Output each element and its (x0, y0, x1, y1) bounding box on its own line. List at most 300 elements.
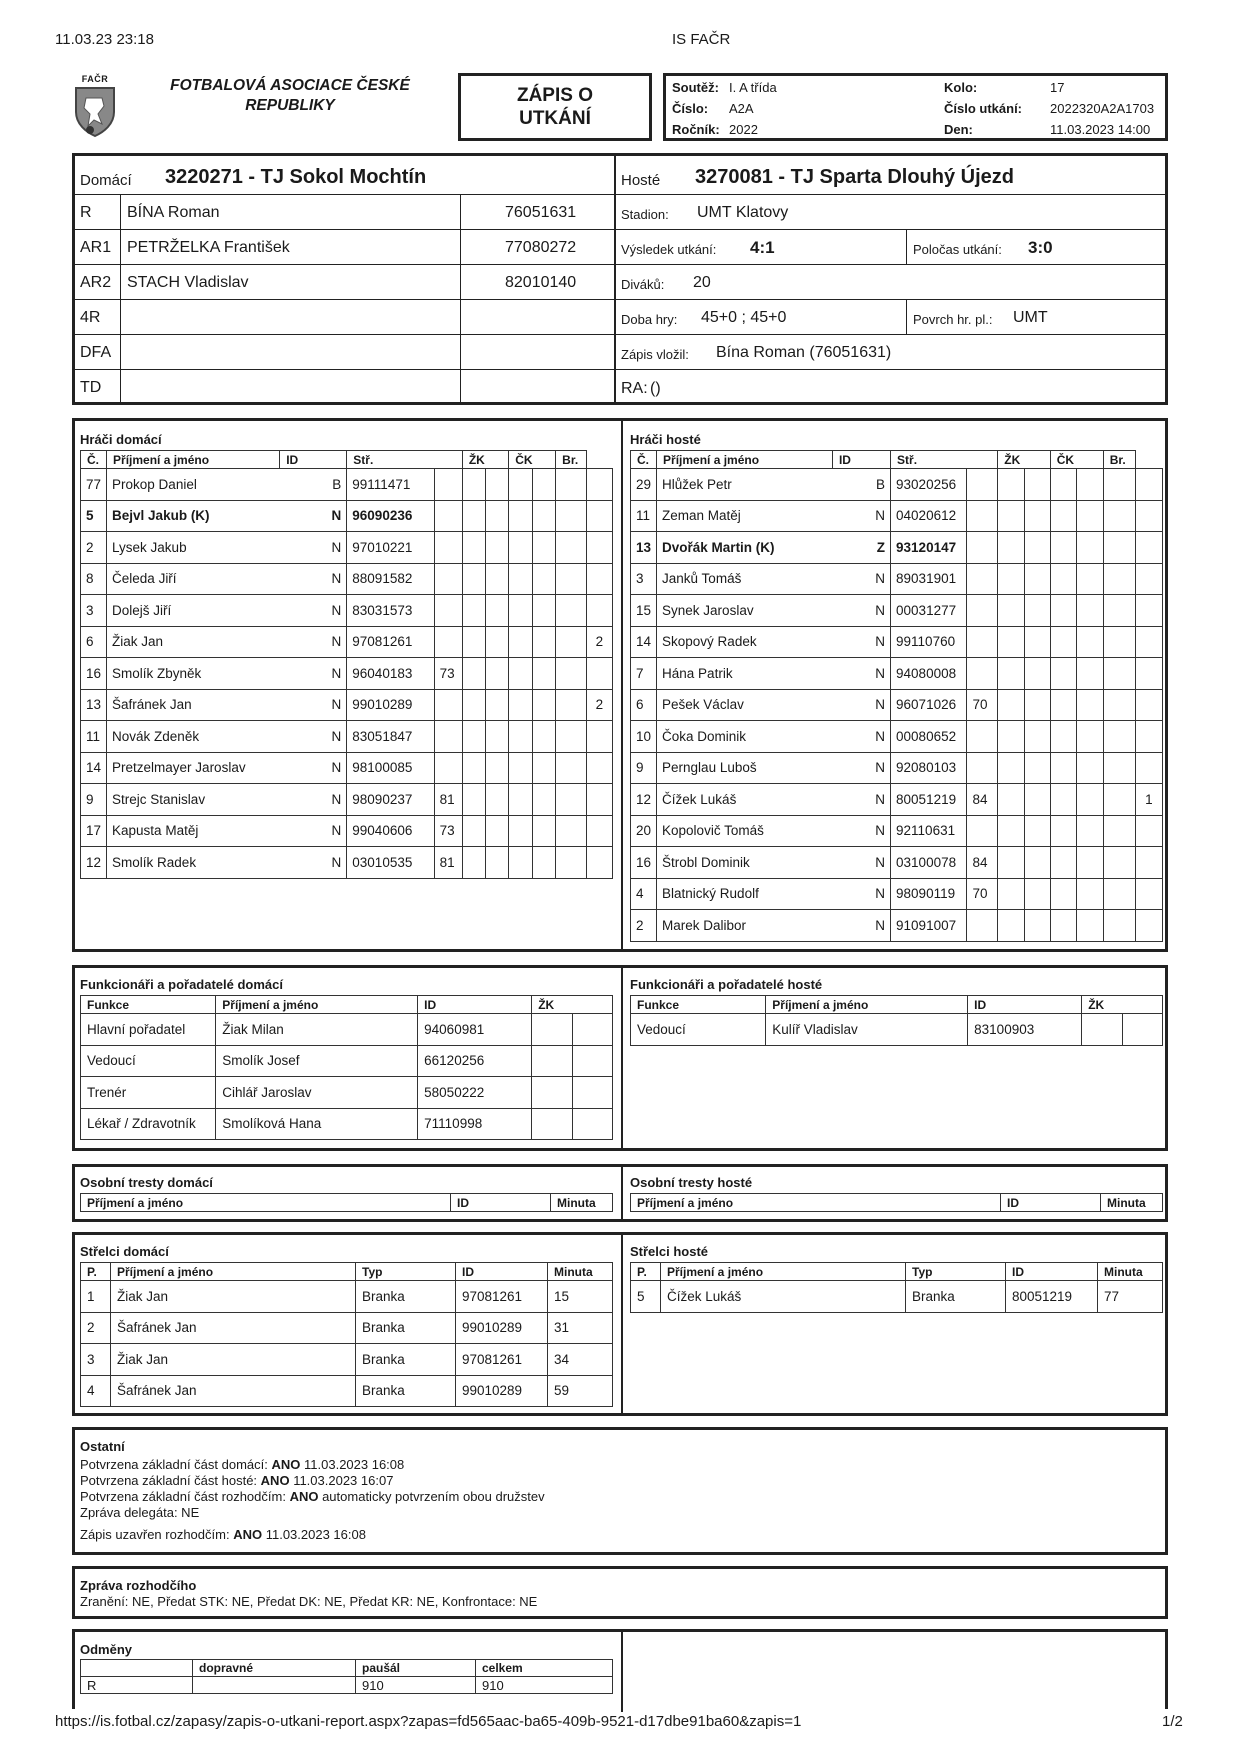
player-sub (434, 595, 462, 627)
other-section (72, 1427, 1168, 1555)
player-name: Dvořák Martin (K) (657, 532, 833, 564)
func-name: Žiak Milan (216, 1014, 418, 1046)
den-value: 11.03.2023 14:00 (1050, 122, 1151, 137)
col-br: Br. (1103, 451, 1135, 469)
player-name: Žiak Jan (107, 626, 280, 658)
player-number: 11 (631, 500, 657, 532)
player-name: Janků Tomáš (657, 563, 833, 595)
spectators-value: 20 (693, 274, 711, 291)
player-type: N (832, 847, 890, 879)
player-sub (967, 626, 998, 658)
player-name: Pešek Václav (657, 689, 833, 721)
player-type: B (832, 469, 890, 501)
doc-title-box (458, 73, 652, 141)
player-goals (1135, 815, 1162, 847)
player-name: Dolejš Jiří (107, 595, 280, 627)
player-goals (586, 595, 612, 627)
player-number: 5 (81, 500, 107, 532)
player-type: N (280, 847, 347, 879)
player-type: N (280, 815, 347, 847)
player-number: 6 (81, 626, 107, 658)
player-goals (1135, 847, 1162, 879)
referee-report-title: Zpráva rozhodčího (80, 1578, 197, 1593)
player-name: Čoka Dominik (657, 721, 833, 753)
player-row (631, 910, 1163, 942)
other-title: Ostatní (80, 1439, 125, 1454)
player-id: 99010289 (347, 689, 434, 721)
official-name: PETRŽELKA František (127, 239, 290, 256)
scorer-order: 1 (81, 1281, 111, 1313)
player-name: Zeman Matěj (657, 500, 833, 532)
player-type: N (280, 563, 347, 595)
official-id: 82010140 (505, 274, 577, 291)
away-func-table (630, 995, 1163, 1046)
player-row (81, 752, 613, 784)
player-number: 13 (81, 689, 107, 721)
player-sub (967, 469, 998, 501)
scorer-name: Žiak Jan (111, 1344, 356, 1376)
player-number: 7 (631, 658, 657, 690)
referee-report-section (72, 1566, 1168, 1619)
func-id: 71110998 (418, 1108, 532, 1140)
func-id: 66120256 (418, 1045, 532, 1077)
home-func-title: Funkcionáři a pořadatelé domácí (80, 977, 283, 992)
player-sub (434, 532, 462, 564)
player-row (81, 815, 613, 847)
player-id: 00080652 (891, 721, 967, 753)
player-type: N (832, 595, 890, 627)
scorer-order: 5 (631, 1281, 661, 1313)
scorer-order: 4 (81, 1375, 111, 1407)
player-id: 99111471 (347, 469, 434, 501)
org-name: FOTBALOVÁ ASOCIACE ČESKÉ REPUBLIKY (170, 77, 410, 114)
player-number: 15 (631, 595, 657, 627)
player-number: 4 (631, 878, 657, 910)
player-goals (586, 784, 612, 816)
official-name: BÍNA Roman (127, 204, 220, 221)
player-sub (434, 721, 462, 753)
player-id: 92080103 (891, 752, 967, 784)
player-row (631, 689, 1163, 721)
player-type: N (832, 784, 890, 816)
player-id: 98100085 (347, 752, 434, 784)
player-goals (586, 469, 612, 501)
col-ck: ČK (509, 451, 556, 469)
away-players-table (630, 450, 1163, 942)
player-sub (967, 815, 998, 847)
player-id: 80051219 (891, 784, 967, 816)
scorer-id: 97081261 (456, 1344, 548, 1376)
footer-url[interactable]: https://is.fotbal.cz/zapasy/zapis-o-utkani-report.aspx?zapas=fd565aac-ba65-409b-9521-d17dbe91ba60&zapis=1 (55, 1713, 802, 1730)
player-sub: 73 (434, 658, 462, 690)
player-goals (1135, 532, 1162, 564)
player-type: N (280, 752, 347, 784)
player-number: 12 (81, 847, 107, 879)
player-sub: 73 (434, 815, 462, 847)
player-row (631, 500, 1163, 532)
scorer-header-row: P. Příjmení a jméno Typ ID Minuta (631, 1263, 1163, 1281)
player-number: 16 (81, 658, 107, 690)
player-name: Hána Patrik (657, 658, 833, 690)
player-sub (967, 595, 998, 627)
penalties-section (72, 1164, 1168, 1222)
ra-label: RA: (621, 380, 648, 397)
player-sub (967, 658, 998, 690)
col-br: Br. (556, 451, 587, 469)
player-id: 98090119 (891, 878, 967, 910)
player-id: 03100078 (891, 847, 967, 879)
player-row (81, 563, 613, 595)
player-goals (586, 752, 612, 784)
players-header-row (81, 451, 613, 469)
player-sub (967, 563, 998, 595)
scorer-type: Branka (906, 1281, 1006, 1313)
player-sub (967, 532, 998, 564)
player-row (631, 784, 1163, 816)
player-sub (434, 752, 462, 784)
player-type: N (832, 878, 890, 910)
official-id: 76051631 (505, 204, 577, 221)
scorers-section (72, 1232, 1168, 1416)
official-id: 77080272 (505, 239, 577, 256)
player-number: 13 (631, 532, 657, 564)
player-goals: 1 (1135, 784, 1162, 816)
player-goals (586, 721, 612, 753)
official-role: 4R (80, 309, 101, 326)
player-type: N (832, 752, 890, 784)
player-goals: 2 (586, 626, 612, 658)
player-id: 97081261 (347, 626, 434, 658)
player-number: 20 (631, 815, 657, 847)
player-number: 9 (81, 784, 107, 816)
func-row (81, 1077, 613, 1109)
player-name: Hlůžek Petr (657, 469, 833, 501)
functionaries-section (72, 965, 1168, 1151)
player-name: Pernglau Luboš (657, 752, 833, 784)
player-goals (586, 563, 612, 595)
scorer-type: Branka (356, 1344, 456, 1376)
player-name: Pretzelmayer Jaroslav (107, 752, 280, 784)
delegate-report: Zpráva delegáta: NE (80, 1505, 200, 1520)
soutez-value: I. A třída (729, 80, 777, 95)
home-players-title: Hráči domácí (80, 432, 162, 447)
rocnik-value: 2022 (729, 122, 758, 137)
func-id: 58050222 (418, 1077, 532, 1109)
player-id: 89031901 (891, 563, 967, 595)
player-id: 00031277 (891, 595, 967, 627)
scorer-id: 97081261 (456, 1281, 548, 1313)
player-number: 16 (631, 847, 657, 879)
player-goals (586, 815, 612, 847)
player-name: Lysek Jakub (107, 532, 280, 564)
official-role: TD (80, 379, 102, 396)
scorer-minute: 15 (548, 1281, 613, 1313)
player-number: 14 (81, 752, 107, 784)
player-number: 12 (631, 784, 657, 816)
rewards-title: Odměny (80, 1642, 133, 1657)
player-number: 3 (81, 595, 107, 627)
col-c: Č. (81, 451, 107, 469)
player-goals (1135, 721, 1162, 753)
player-sub (434, 563, 462, 595)
scorer-minute: 77 (1098, 1281, 1163, 1313)
func-header-row: Funkce Příjmení a jméno ID ŽK (631, 996, 1163, 1014)
closed-by-referee: Zápis uzavřen rozhodčím: ANO 11.03.2023 16:08 (80, 1527, 366, 1542)
func-name: Smolíková Hana (216, 1108, 418, 1140)
player-sub: 84 (967, 784, 998, 816)
player-goals: 2 (586, 689, 612, 721)
col-zk: ŽK (462, 451, 508, 469)
player-row (631, 563, 1163, 595)
player-sub: 81 (434, 784, 462, 816)
player-goals (1135, 878, 1162, 910)
player-id: 93120147 (891, 532, 967, 564)
player-sub: 84 (967, 847, 998, 879)
scorer-minute: 31 (548, 1312, 613, 1344)
page-number: 1/2 (1162, 1713, 1183, 1730)
confirm-home: Potvrzena základní část domácí: ANO 11.03.2023 16:08 (80, 1457, 405, 1472)
player-name: Prokop Daniel (107, 469, 280, 501)
player-type: N (280, 784, 347, 816)
away-scorers-title: Střelci hosté (630, 1244, 709, 1259)
player-row (631, 847, 1163, 879)
player-number: 29 (631, 469, 657, 501)
scorer-order: 2 (81, 1312, 111, 1344)
scorer-type: Branka (356, 1312, 456, 1344)
player-goals (1135, 689, 1162, 721)
player-number: 6 (631, 689, 657, 721)
referee-report-text: Zranění: NE, Předat STK: NE, Předat DK: NE, Předat KR: NE, Konfrontace: NE (80, 1594, 538, 1609)
away-pen-table: Příjmení a jméno ID Minuta (630, 1193, 1163, 1212)
scorer-row (631, 1281, 1163, 1313)
player-type: B (280, 469, 347, 501)
scorer-name: Šafránek Jan (111, 1312, 356, 1344)
player-number: 2 (631, 910, 657, 942)
player-id: 83031573 (347, 595, 434, 627)
player-id: 99040606 (347, 815, 434, 847)
player-sub: 81 (434, 847, 462, 879)
col-name: Příjmení a jméno (107, 451, 280, 469)
player-row (631, 595, 1163, 627)
player-id: 98090237 (347, 784, 434, 816)
away-team: 3270081 - TJ Sparta Dlouhý Újezd (695, 166, 1015, 188)
player-number: 3 (631, 563, 657, 595)
confirm-away: Potvrzena základní část hosté: ANO 11.03.2023 16:07 (80, 1473, 394, 1488)
player-type: N (832, 815, 890, 847)
player-goals (586, 532, 612, 564)
scorer-row (81, 1281, 613, 1313)
players-header-row (631, 451, 1163, 469)
official-role: DFA (80, 344, 112, 361)
player-row (81, 469, 613, 501)
player-sub (967, 752, 998, 784)
func-id: 94060981 (418, 1014, 532, 1046)
ra-value: () (650, 380, 661, 397)
scorer-id: 80051219 (1006, 1281, 1098, 1313)
func-role: Vedoucí (631, 1014, 766, 1046)
player-type: N (280, 721, 347, 753)
print-datetime: 11.03.23 23:18 (55, 31, 154, 48)
home-pen-title: Osobní tresty domácí (80, 1175, 213, 1190)
player-type: N (832, 626, 890, 658)
player-id: 04020612 (891, 500, 967, 532)
competition-info: Soutěž: I. A třída Číslo: A2A Ročník: 2022 Kolo: 17 Číslo utkání: 2022320A2A1703 Den: 11.03.2023 14:00 (663, 73, 1168, 141)
player-row (81, 658, 613, 690)
player-row (631, 469, 1163, 501)
col-c: Č. (631, 451, 657, 469)
scorer-minute: 59 (548, 1375, 613, 1407)
player-row (631, 658, 1163, 690)
scorer-row (81, 1312, 613, 1344)
col-zk: ŽK (998, 451, 1050, 469)
col-id: ID (280, 451, 347, 469)
player-name: Blatnický Rudolf (657, 878, 833, 910)
lion-shield-icon (72, 84, 118, 138)
player-row (631, 815, 1163, 847)
func-row (631, 1014, 1163, 1046)
player-type: N (832, 658, 890, 690)
halftime-value: 3:0 (1028, 238, 1053, 257)
player-type: N (280, 689, 347, 721)
player-sub (434, 469, 462, 501)
col-str: Stř. (347, 451, 463, 469)
player-row (81, 532, 613, 564)
confirm-referee: Potvrzena základní část rozhodčím: ANO automaticky potvrzením obou družstev (80, 1489, 545, 1504)
player-row (631, 626, 1163, 658)
func-name: Smolík Josef (216, 1045, 418, 1077)
player-type: N (832, 721, 890, 753)
func-name: Kulíř Vladislav (766, 1014, 968, 1046)
stadion-value: UMT Klatovy (697, 204, 789, 221)
match-info: Domácí 3220271 - TJ Sokol Mochtín Hosté 3270081 - TJ Sparta Dlouhý Újezd R BÍNA Roman 76051631 AR1 PETRŽELKA František 77080272 AR2 STACH Vladislav 82010140 4R DFA TD Stadion: UMT Klatovy Výsledek utkání: 4:1 Poločas utkání: 3:0 Diváků: 20 Doba hry: 45+0 ; 45+0 Povrch hr. pl.: UMT Zápis vložil: Bína Roman (76051631) RA: () (72, 153, 1168, 405)
func-id: 83100903 (968, 1014, 1082, 1046)
surface-value: UMT (1013, 309, 1048, 326)
func-header-row: Funkce Příjmení a jméno ID ŽK (81, 996, 613, 1014)
player-name: Čeleda Jiří (107, 563, 280, 595)
scorer-id: 99010289 (456, 1375, 548, 1407)
entered-by-value: Bína Roman (76051631) (716, 344, 892, 361)
player-goals (586, 658, 612, 690)
player-id: 91091007 (891, 910, 967, 942)
official-role: AR2 (80, 274, 112, 291)
player-row (81, 689, 613, 721)
player-name: Smolík Radek (107, 847, 280, 879)
home-func-table (80, 995, 613, 1140)
player-id: 03010535 (347, 847, 434, 879)
home-scorers-title: Střelci domácí (80, 1244, 169, 1259)
player-name: Skopový Radek (657, 626, 833, 658)
player-name: Čížek Lukáš (657, 784, 833, 816)
doc-title: ZÁPIS O UTKÁNÍ (516, 85, 593, 129)
player-name: Bejvl Jakub (K) (107, 500, 280, 532)
player-id: 96071026 (891, 689, 967, 721)
player-type: N (280, 626, 347, 658)
facr-logo: FAČR (72, 74, 118, 138)
player-id: 92110631 (891, 815, 967, 847)
player-name: Kopolovič Tomáš (657, 815, 833, 847)
scorer-header-row: P. Příjmení a jméno Typ ID Minuta (81, 1263, 613, 1281)
playtime-value: 45+0 ; 45+0 (701, 309, 787, 326)
scorer-name: Šafránek Jan (111, 1375, 356, 1407)
home-players-table (80, 450, 613, 879)
print-title: IS FAČR (672, 31, 731, 48)
player-id: 97010221 (347, 532, 434, 564)
player-goals (1135, 658, 1162, 690)
col-ck: ČK (1050, 451, 1103, 469)
player-row (631, 721, 1163, 753)
col-str: Stř. (891, 451, 998, 469)
player-number: 8 (81, 563, 107, 595)
player-row (81, 784, 613, 816)
player-sub: 70 (967, 689, 998, 721)
home-pen-table: Příjmení a jméno ID Minuta (80, 1193, 613, 1212)
player-id: 83051847 (347, 721, 434, 753)
player-id: 96040183 (347, 658, 434, 690)
players-section (72, 418, 1168, 952)
home-scorers-table (80, 1262, 613, 1407)
player-name: Strejc Stanislav (107, 784, 280, 816)
player-row (81, 721, 613, 753)
func-role: Trenér (81, 1077, 216, 1109)
scorer-name: Žiak Jan (111, 1281, 356, 1313)
player-number: 17 (81, 815, 107, 847)
player-sub (967, 910, 998, 942)
player-type: N (280, 532, 347, 564)
cislo-utkani-value: 2022320A2A1703 (1050, 101, 1155, 116)
player-id: 96090236 (347, 500, 434, 532)
player-number: 10 (631, 721, 657, 753)
player-goals (586, 500, 612, 532)
player-id: 94080008 (891, 658, 967, 690)
player-goals (1135, 626, 1162, 658)
player-sub (434, 689, 462, 721)
player-number: 77 (81, 469, 107, 501)
player-row (631, 752, 1163, 784)
col-name: Příjmení a jméno (657, 451, 833, 469)
scorer-id: 99010289 (456, 1312, 548, 1344)
player-row (81, 500, 613, 532)
player-name: Štrobl Dominik (657, 847, 833, 879)
result-value: 4:1 (750, 238, 775, 257)
player-number: 11 (81, 721, 107, 753)
player-goals (1135, 563, 1162, 595)
col-id: ID (832, 451, 890, 469)
player-type: N (280, 658, 347, 690)
player-id: 99110760 (891, 626, 967, 658)
scorer-name: Čížek Lukáš (661, 1281, 906, 1313)
player-sub (434, 500, 462, 532)
player-goals (1135, 500, 1162, 532)
player-row (81, 595, 613, 627)
scorer-minute: 34 (548, 1344, 613, 1376)
func-name: Cihlář Jaroslav (216, 1077, 418, 1109)
func-row (81, 1045, 613, 1077)
player-type: N (280, 500, 347, 532)
away-func-title: Funkcionáři a pořadatelé hosté (630, 977, 823, 992)
player-row (81, 847, 613, 879)
rewards-section (72, 1629, 1168, 1709)
player-type: N (832, 689, 890, 721)
away-pen-title: Osobní tresty hosté (630, 1175, 753, 1190)
player-type: Z (832, 532, 890, 564)
player-id: 88091582 (347, 563, 434, 595)
scorer-type: Branka (356, 1375, 456, 1407)
player-name: Novák Zdeněk (107, 721, 280, 753)
kolo-value: 17 (1050, 80, 1065, 95)
func-role: Vedoucí (81, 1045, 216, 1077)
player-id: 93020256 (891, 469, 967, 501)
player-goals (1135, 752, 1162, 784)
